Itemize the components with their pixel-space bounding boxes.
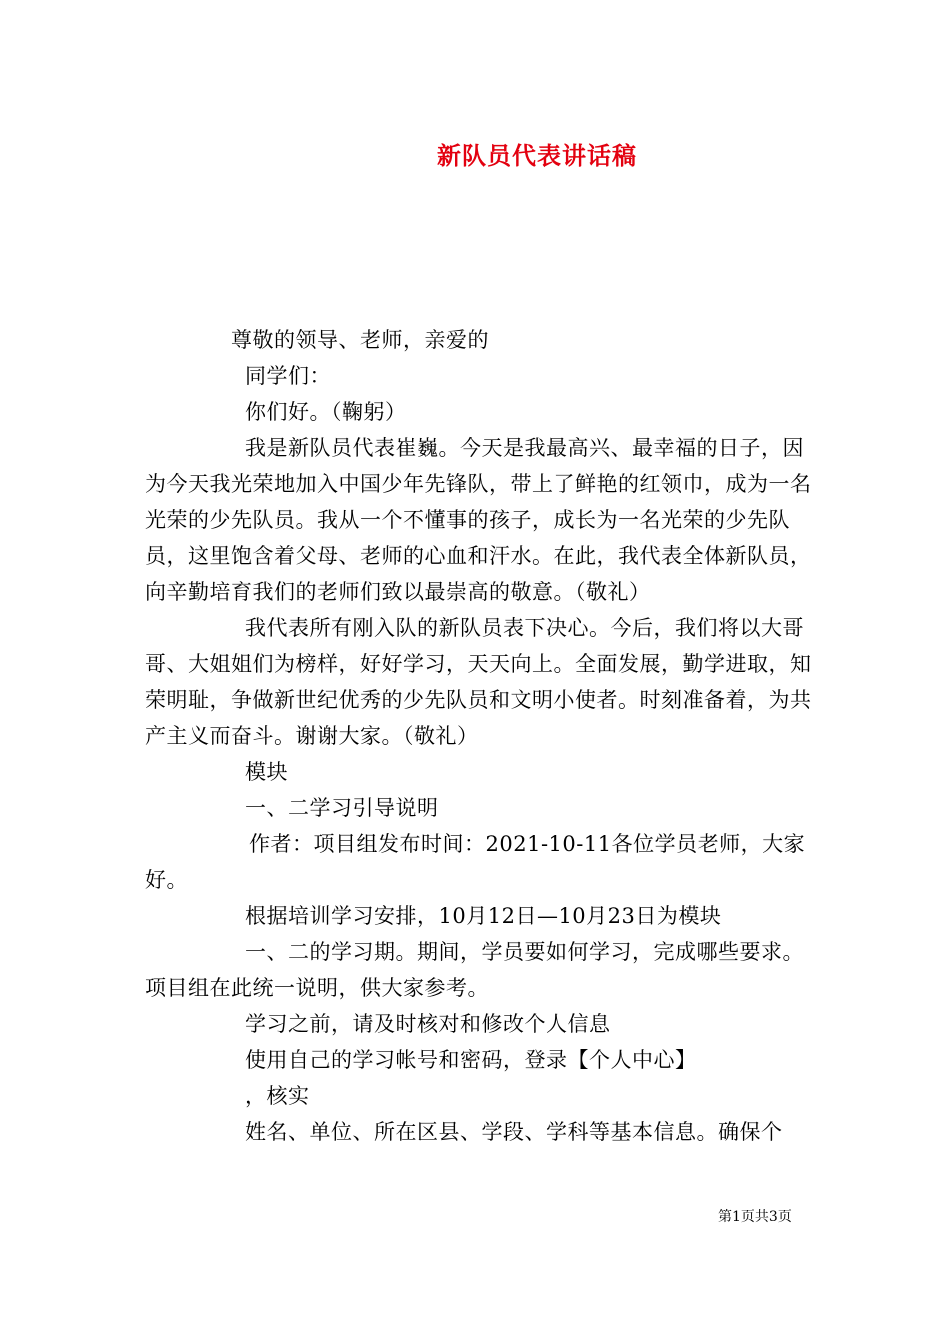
paragraph-greeting: 尊敬的领导、老师，亲爱的 xyxy=(231,328,489,352)
paragraph-check-info: 学习之前，请及时核对和修改个人信息 xyxy=(245,1012,611,1036)
paragraph-classmates: 同学们： xyxy=(245,364,331,388)
document-body xyxy=(145,322,815,1150)
paragraph-module: 模块 xyxy=(245,760,288,784)
paragraph-author: 作者：项目组发布时间：2021-10-11各位学员老师，大家好。 xyxy=(145,832,806,892)
paragraph-basic-info: 姓名、单位、所在区县、学段、学科等基本信息。确保个 xyxy=(245,1120,783,1144)
document-title: 新队员代表讲话稿 xyxy=(437,141,637,170)
page-number-footer: 第1页共3页 xyxy=(718,1209,792,1225)
paragraph-login: 使用自己的学习帐号和密码，登录【个人中心】 xyxy=(245,1048,697,1072)
paragraph-schedule: 根据培训学习安排，10月12日—10月23日为模块 xyxy=(245,904,722,928)
paragraph-study-period: 一、二的学习期。期间，学员要如何学习，完成哪些要求。项目组在此统一说明，供大家参考。 xyxy=(145,940,804,1000)
paragraph-pledge: 我代表所有刚入队的新队员表下决心。今后，我们将以大哥哥、大姐姐们为榜样，好好学习，天天向上。全面发展，勤学进取，知荣明耻，争做新世纪优秀的少先队员和文明小使者。时刻准备着，为共产主义而奋斗。谢谢大家。（敬礼） xyxy=(145,616,812,748)
paragraph-verify: ，核实 xyxy=(245,1084,310,1108)
paragraph-guide-heading: 一、二学习引导说明 xyxy=(245,796,439,820)
paragraph-hello: 你们好。（鞠躬） xyxy=(245,400,407,424)
paragraph-introduction: 我是新队员代表崔巍。今天是我最高兴、最幸福的日子，因为今天我光荣地加入中国少年先锋队，带上了鲜艳的红领巾，成为一名光荣的少先队员。我从一个不懂事的孩子，成长为一名光荣的少先队员，这里饱含着父母、老师的心血和汗水。在此，我代表全体新队员，向辛勤培育我们的老师们致以最崇高的敬意。（敬礼） xyxy=(145,436,812,604)
